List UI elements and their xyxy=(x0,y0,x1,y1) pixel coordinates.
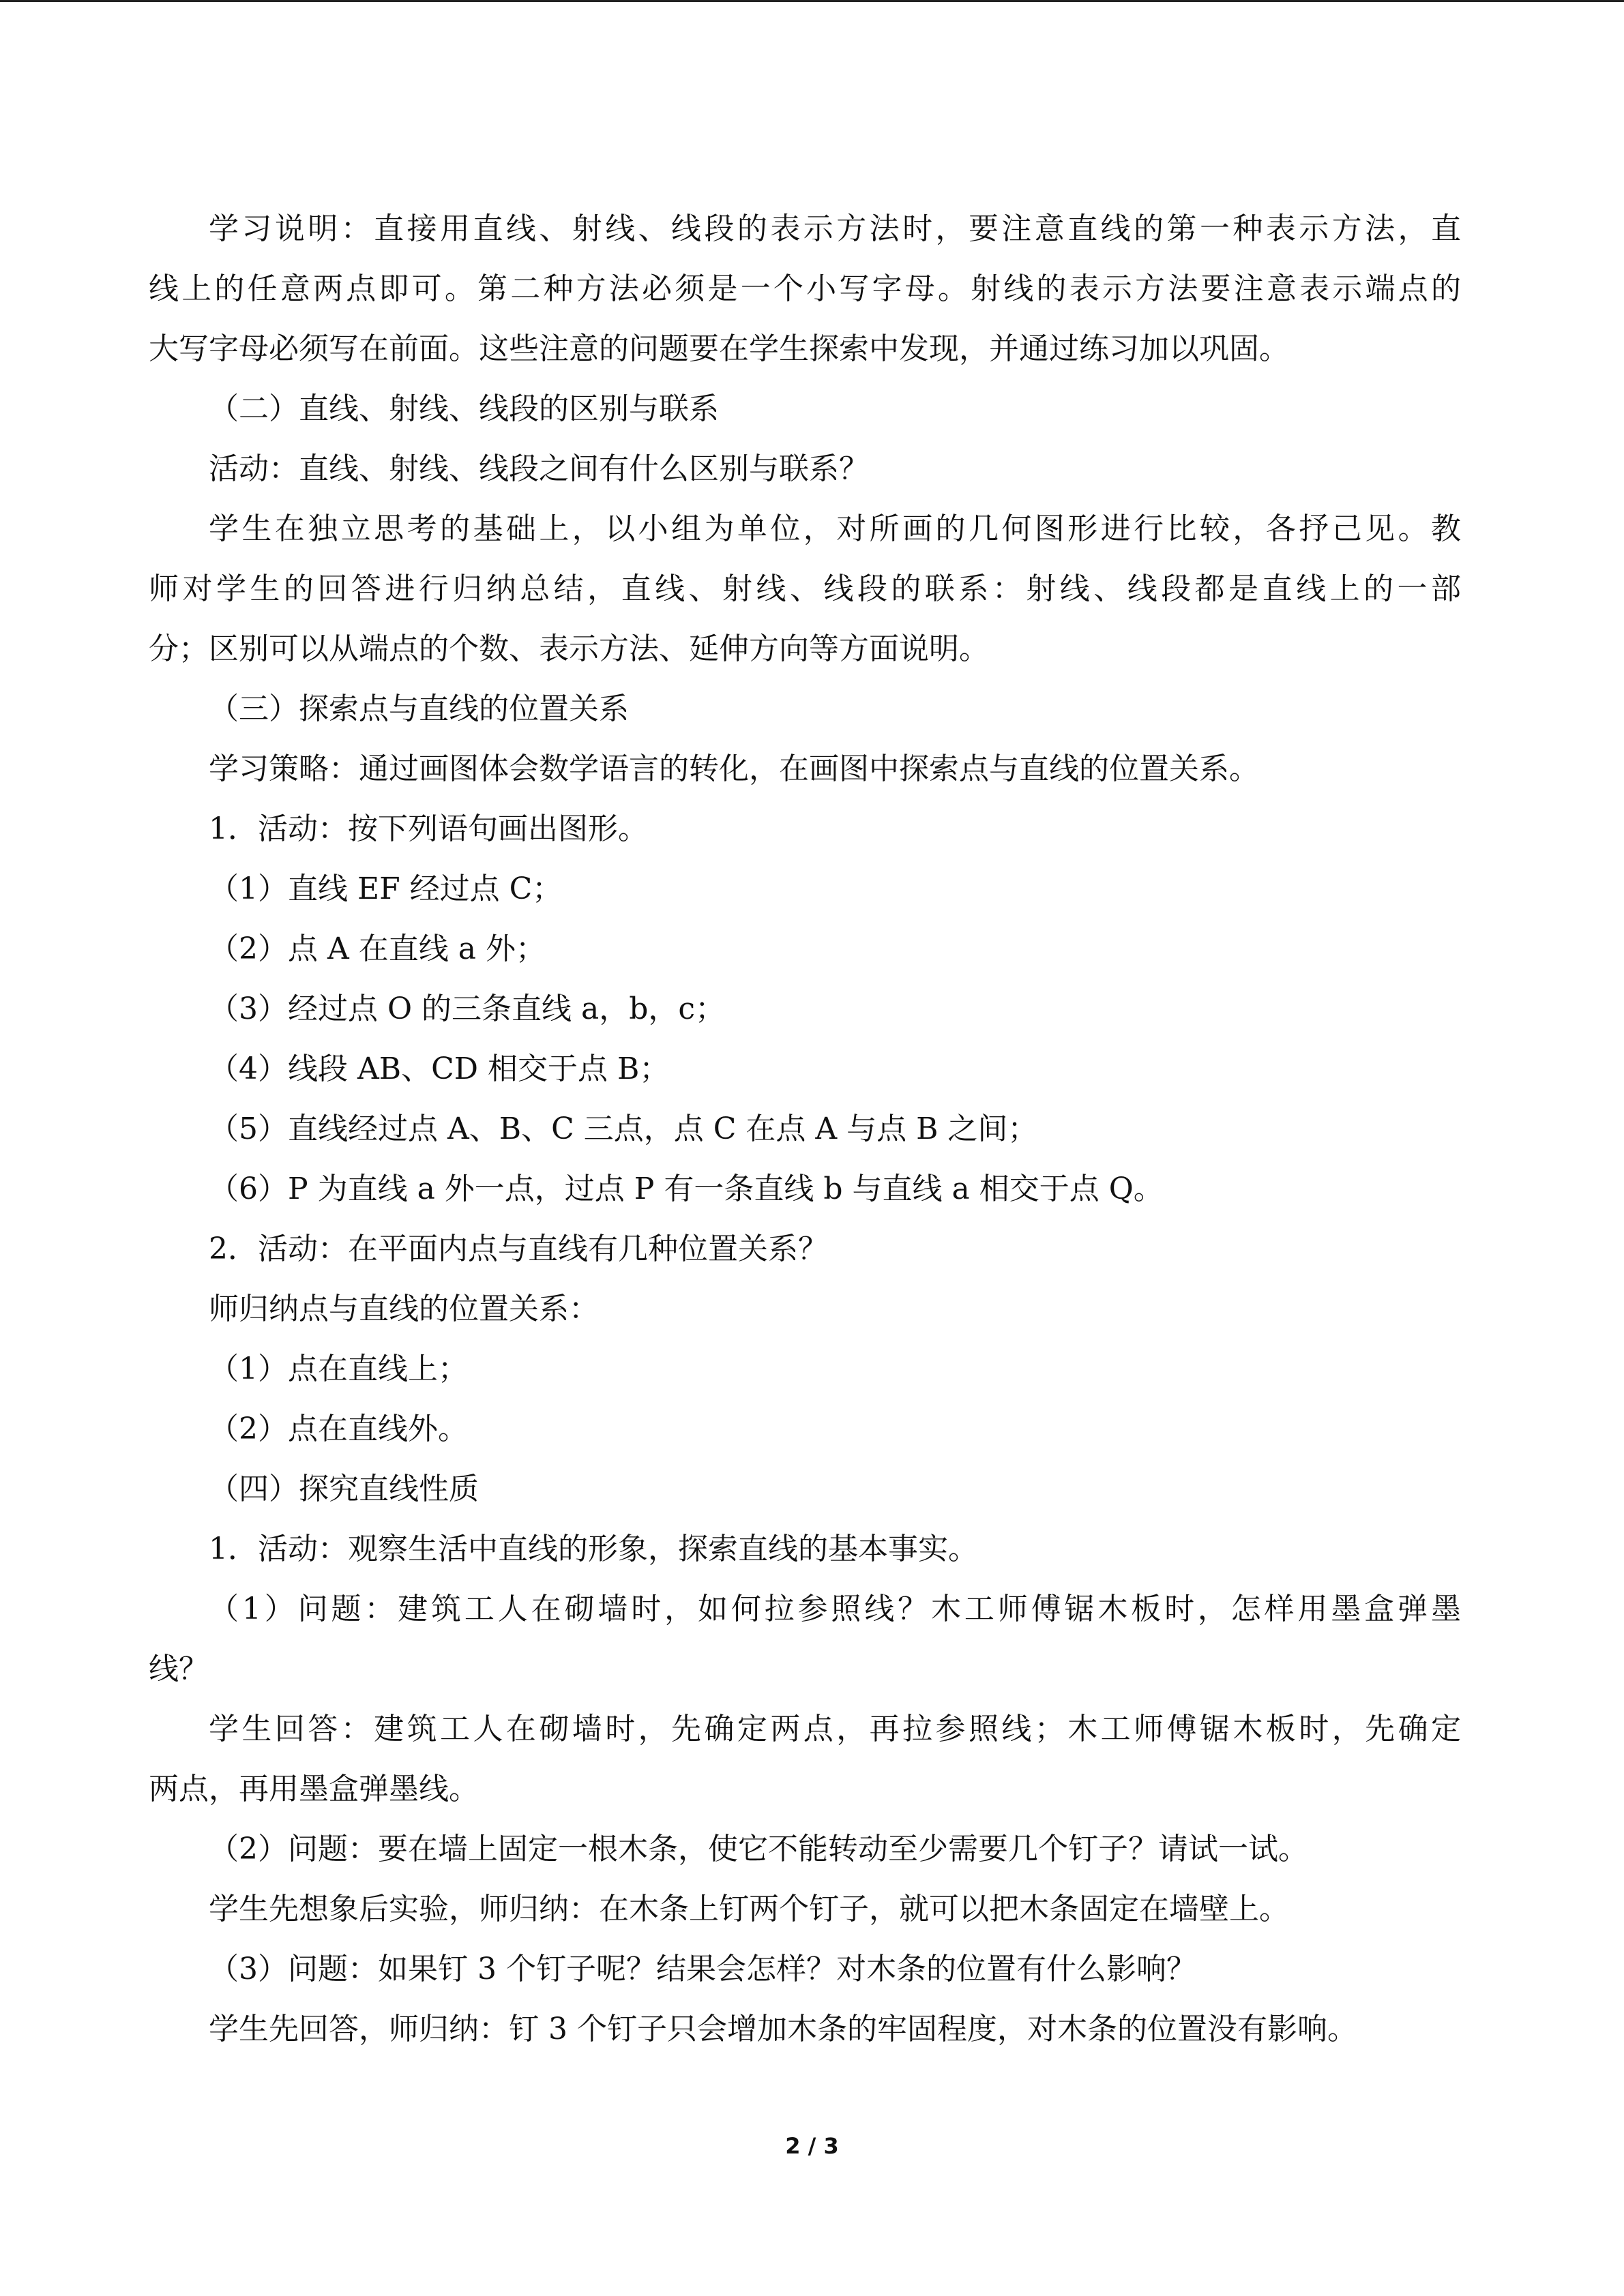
paragraph-line: 1．活动：观察生活中直线的形象，探索直线的基本事实。 xyxy=(209,1532,978,1566)
list-item: （2）点在直线外。 xyxy=(209,1412,468,1446)
paragraph-line: 学生在独立思考的基础上，以小组为单位，对所画的几何图形进行比较，各抒己见。教 xyxy=(209,511,1461,546)
paragraph-line: 学习说明：直接用直线、射线、线段的表示方法时，要注意直线的第一种表示方法，直 xyxy=(209,211,1461,246)
paragraph-line: 活动：直线、射线、线段之间有什么区别与联系？ xyxy=(209,451,869,486)
list-item: （1）直线 EF 经过点 C； xyxy=(209,871,563,906)
paragraph-line: （3）问题：如果钉 3 个钉子呢？结果会怎样？对木条的位置有什么影响？ xyxy=(209,1952,1196,1986)
paragraph-line: 线？ xyxy=(149,1652,209,1686)
section-heading: （四）探究直线性质 xyxy=(209,1472,479,1506)
paragraph-line: 大写字母必须写在前面。这些注意的问题要在学生探索中发现，并通过练习加以巩固。 xyxy=(149,331,1289,366)
section-heading: （三）探索点与直线的位置关系 xyxy=(209,691,629,726)
paragraph-line: 师归纳点与直线的位置关系： xyxy=(209,1292,599,1326)
list-item: （1）点在直线上； xyxy=(209,1352,468,1386)
paragraph-line: （1）问题：建筑工人在砌墙时，如何拉参照线？木工师傅锯木板时，怎样用墨盒弹墨 xyxy=(209,1592,1461,1626)
list-item: （2）点 A 在直线 a 外； xyxy=(209,931,546,966)
paragraph-line: 学习策略：通过画图体会数学语言的转化，在画图中探索点与直线的位置关系。 xyxy=(209,751,1259,786)
paragraph-line: 分；区别可以从端点的个数、表示方法、延伸方向等方面说明。 xyxy=(149,631,989,666)
paragraph-line: 2．活动：在平面内点与直线有几种位置关系？ xyxy=(209,1232,828,1266)
list-item: （3）经过点 O 的三条直线 a，b，c； xyxy=(209,992,726,1026)
paragraph-line: 学生先想象后实验，师归纳：在木条上钉两个钉子，就可以把木条固定在墙壁上。 xyxy=(209,1892,1289,1926)
top-border-line xyxy=(0,0,1624,2)
paragraph-line: 学生先回答，师归纳：钉 3 个钉子只会增加木条的牢固程度，对木条的位置没有影响。 xyxy=(209,2012,1357,2046)
list-item: （5）直线经过点 A、B、C 三点，点 C 在点 A 与点 B 之间； xyxy=(209,1112,1038,1146)
page-number: 2 / 3 xyxy=(785,2133,839,2159)
list-item: （4）线段 AB、CD 相交于点 B； xyxy=(209,1052,670,1086)
paragraph-line: （2）问题：要在墙上固定一根木条，使它不能转动至少需要几个钉子？请试一试。 xyxy=(209,1832,1308,1866)
paragraph-line: 线上的任意两点即可。第二种方法必须是一个小写字母。射线的表示方法要注意表示端点的 xyxy=(149,271,1461,306)
document-body xyxy=(149,199,1461,2059)
paragraph-line: 学生回答：建筑工人在砌墙时，先确定两点，再拉参照线；木工师傅锯木板时，先确定 xyxy=(209,1712,1461,1746)
paragraph-line: 师对学生的回答进行归纳总结，直线、射线、线段的联系：射线、线段都是直线上的一部 xyxy=(149,571,1461,606)
section-heading: （二）直线、射线、线段的区别与联系 xyxy=(209,391,719,426)
list-item: （6）P 为直线 a 外一点，过点 P 有一条直线 b 与直线 a 相交于点 Q。 xyxy=(209,1172,1164,1206)
paragraph-line: 1．活动：按下列语句画出图形。 xyxy=(209,811,648,846)
paragraph-line: 两点，再用墨盒弹墨线。 xyxy=(149,1772,479,1806)
